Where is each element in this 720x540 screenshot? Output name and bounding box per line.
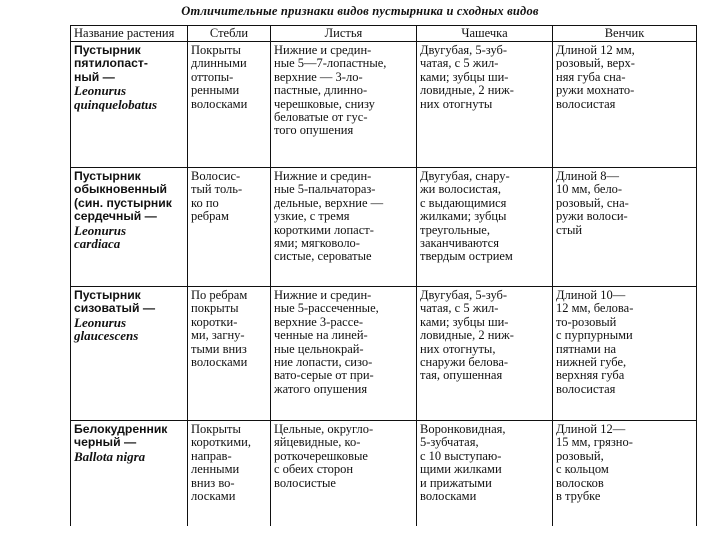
corolla-line: нижней губе,	[556, 355, 627, 370]
stems-line: ленными	[191, 462, 240, 477]
cell-corolla	[553, 287, 697, 421]
cell-calyx	[417, 421, 553, 527]
species-table	[70, 25, 697, 526]
calyx-line: ловидные, 2 ниж-	[420, 83, 514, 98]
calyx-line: треугольные,	[420, 222, 490, 237]
stems-line: тыми вниз	[191, 341, 247, 356]
corolla-line: с пурпурными	[556, 328, 633, 343]
latin-name-line: Ballota nigra	[74, 448, 146, 464]
leaves-line: систые, сероватые	[274, 249, 372, 264]
corolla-line: розовый,	[556, 448, 604, 463]
calyx-line: них отогнуты	[420, 96, 493, 111]
corolla-line: 10 мм, бело-	[556, 182, 623, 197]
plant-name-line: обыкновенный	[74, 182, 168, 197]
corolla-line: с кольцом	[556, 462, 609, 477]
stems-line: волосками	[191, 96, 248, 111]
table-row	[71, 287, 697, 421]
calyx-line: с выдающимися	[420, 195, 507, 210]
cell-stems	[188, 421, 271, 527]
corolla-line: Длиной 12 мм,	[556, 43, 635, 57]
stems-line: направ-	[191, 448, 232, 463]
corolla-line: Длиной 12—	[556, 422, 626, 436]
stems-line: ми, загну-	[191, 328, 245, 343]
corolla-line: розовый, верх-	[556, 56, 635, 71]
leaves-line: волосистые	[274, 475, 336, 490]
plant-name-line: Пустырник	[74, 288, 141, 302]
corolla-line: няя губа сна-	[556, 69, 626, 84]
calyx-line: ловидные, 2 ниж-	[420, 328, 514, 343]
calyx-line: Двугубая, снару-	[420, 169, 510, 183]
plant-name-line: сизоватый —	[74, 301, 156, 316]
corolla-line: 15 мм, грязно-	[556, 435, 633, 450]
cell-corolla	[553, 421, 697, 527]
cell-stems	[188, 42, 271, 168]
cell-leaves	[271, 168, 417, 287]
leaves-line: того опушения	[274, 123, 354, 138]
cell-leaves	[271, 42, 417, 168]
leaves-line: дельные, верхние —	[274, 195, 384, 210]
leaves-line: ченные на линей-	[274, 328, 368, 343]
calyx-line: снаружи белова-	[420, 355, 509, 370]
leaves-line: Цельные, округло-	[274, 422, 374, 436]
stems-line: лосками	[191, 489, 236, 504]
header-corolla: Венчик	[553, 26, 697, 42]
corolla-line: стый	[556, 222, 583, 237]
latin-name-line: cardiaca	[74, 236, 121, 252]
cell-corolla	[553, 168, 697, 287]
header-plant-name: Название растения	[71, 26, 188, 42]
calyx-line: них отогнуты,	[420, 341, 496, 356]
stems-line: По ребрам	[191, 288, 248, 302]
header-stems: Стебли	[188, 26, 271, 42]
plant-name-line: ный —	[74, 69, 115, 84]
corolla-line: верхняя губа	[556, 368, 625, 383]
calyx-line: щими жилками	[420, 462, 502, 477]
corolla-line: 12 мм, белова-	[556, 301, 634, 316]
corolla-line: пятнами на	[556, 341, 617, 356]
stems-line: коротки-	[191, 314, 238, 329]
plant-name-line: Белокудренник	[74, 422, 168, 436]
leaves-line: ные 5-рассеченные,	[274, 301, 379, 316]
leaves-line: Нижние и средин-	[274, 288, 372, 302]
cell-leaves	[271, 421, 417, 527]
leaves-line: роткочерешковые	[274, 448, 368, 463]
calyx-line: 5-зубчатая,	[420, 435, 479, 450]
leaves-line: яйцевидные, ко-	[274, 435, 361, 450]
calyx-line: ками; зубцы ши-	[420, 314, 509, 329]
corolla-line: то-розовый	[556, 314, 617, 329]
header-row	[71, 26, 697, 42]
cell-calyx	[417, 287, 553, 421]
calyx-line: Воронковидная,	[420, 422, 506, 436]
leaves-line: верхние — 3-ло-	[274, 69, 363, 84]
calyx-line: ками; зубцы ши-	[420, 69, 509, 84]
calyx-line: с 10 выступаю-	[420, 448, 502, 463]
leaves-line: ние лопасти, сизо-	[274, 355, 373, 370]
calyx-line: волосками	[420, 489, 477, 504]
calyx-line: жилками; зубцы	[420, 209, 507, 224]
stems-line: тый толь-	[191, 182, 243, 197]
cell-plant-name	[71, 287, 188, 421]
calyx-line: заканчиваются	[420, 236, 499, 251]
plant-name-line: черный —	[74, 435, 137, 450]
plant-name-line: пятилопаст-	[74, 56, 148, 71]
calyx-line: тая, опушенная	[420, 368, 503, 383]
latin-name-line: Leonurus	[74, 222, 127, 238]
calyx-line: Двугубая, 5-зуб-	[420, 43, 508, 57]
leaves-line: беловатые от гус-	[274, 110, 368, 125]
plant-name-line: Пустырник	[74, 169, 141, 183]
corolla-line: ружи мохнато-	[556, 83, 635, 98]
leaves-line: ями; мягковоло-	[274, 236, 360, 251]
leaves-line: пастные, длинно-	[274, 83, 368, 98]
leaves-line: жатого опушения	[274, 381, 368, 396]
header-leaves: Листья	[271, 26, 417, 42]
cell-corolla	[553, 42, 697, 168]
latin-name-line: quinquelobatus	[74, 96, 158, 112]
calyx-line: твердым острием	[420, 249, 513, 264]
leaves-line: узкие, с тремя	[274, 209, 350, 224]
latin-name-line: Leonurus	[74, 83, 127, 99]
leaves-line: ные 5-пальчатораз-	[274, 182, 376, 197]
plant-name-line: Пустырник	[74, 43, 141, 57]
leaves-line: Нижние и средин-	[274, 169, 372, 183]
corolla-line: волосков	[556, 475, 604, 490]
stems-line: волосками	[191, 355, 248, 370]
leaves-line: верхние 3-рассе-	[274, 314, 364, 329]
stems-line: вниз во-	[191, 475, 235, 490]
stems-line: ребрам	[191, 209, 229, 224]
table-row	[71, 168, 697, 287]
leaves-line: короткими лопаст-	[274, 222, 374, 237]
table-title: Отличительные признаки видов пустырника и сходных видов	[181, 4, 539, 18]
table-row	[71, 421, 697, 527]
stems-line: оттопы-	[191, 69, 234, 84]
stems-line: покрыты	[191, 301, 239, 316]
calyx-line: Двугубая, 5-зуб-	[420, 288, 508, 302]
cell-stems	[188, 168, 271, 287]
stems-line: длинными	[191, 56, 247, 71]
cell-leaves	[271, 287, 417, 421]
corolla-line: розовый, сна-	[556, 195, 629, 210]
cell-calyx	[417, 168, 553, 287]
stems-line: короткими,	[191, 435, 251, 450]
leaves-line: с обеих сторон	[274, 462, 354, 477]
stems-line: Волосис-	[191, 169, 241, 183]
leaves-line: вато-серые от при-	[274, 368, 374, 383]
stems-line: ренными	[191, 83, 240, 98]
cell-plant-name	[71, 42, 188, 168]
calyx-line: чатая, с 5 жил-	[420, 56, 499, 71]
cell-plant-name	[71, 168, 188, 287]
corolla-line: волосистая	[556, 96, 616, 111]
calyx-line: и прижатыми	[420, 475, 492, 490]
corolla-line: ружи волоси-	[556, 209, 628, 224]
plant-name-line: (син. пустырник	[74, 195, 172, 210]
latin-name-line: glaucescens	[74, 328, 139, 344]
table-row	[71, 42, 697, 168]
leaves-line: черешковые, снизу	[274, 96, 375, 111]
cell-calyx	[417, 42, 553, 168]
stems-line: Покрыты	[191, 43, 241, 57]
latin-name-line: Leonurus	[74, 314, 127, 330]
corolla-line: волосистая	[556, 381, 616, 396]
stems-line: ко по	[191, 195, 219, 210]
leaves-line: ные цельнокрай-	[274, 341, 364, 356]
corolla-line: Длиной 8—	[556, 169, 619, 183]
corolla-line: в трубке	[556, 489, 601, 504]
cell-plant-name	[71, 421, 188, 527]
header-calyx: Чашечка	[417, 26, 553, 42]
leaves-line: ные 5—7-лопастные,	[274, 56, 387, 71]
corolla-line: Длиной 10—	[556, 288, 626, 302]
stems-line: Покрыты	[191, 422, 241, 436]
cell-stems	[188, 287, 271, 421]
calyx-line: чатая, с 5 жил-	[420, 301, 499, 316]
plant-name-line: сердечный —	[74, 209, 157, 224]
calyx-line: жи волосистая,	[420, 182, 501, 197]
leaves-line: Нижние и средин-	[274, 43, 372, 57]
